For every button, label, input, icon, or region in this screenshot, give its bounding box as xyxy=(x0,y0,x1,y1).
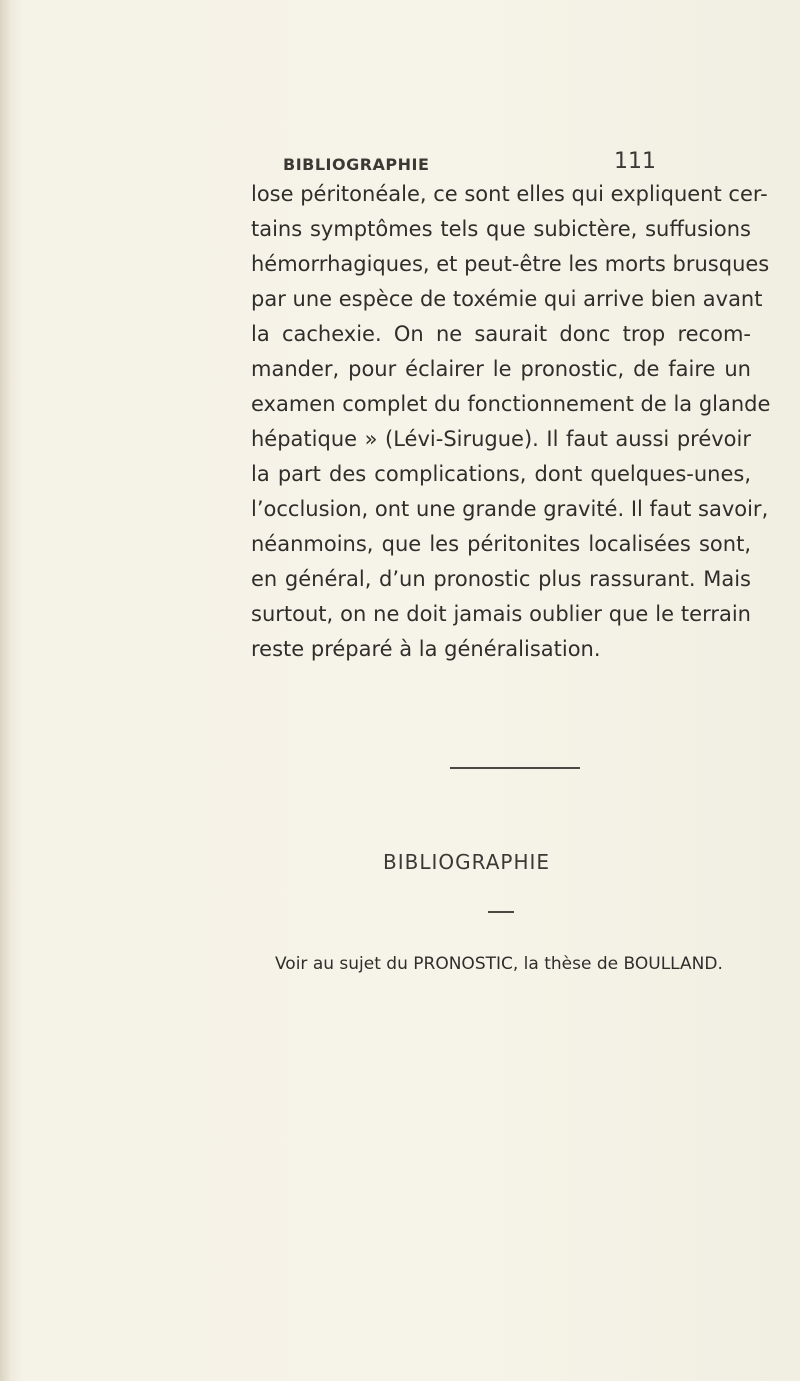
paragraph-line: hépatique » (Lévi-Sirugue). Il faut aussi prévoir xyxy=(251,427,751,451)
section-divider xyxy=(450,767,580,769)
bibliography-reference: Voir au sujet du PRONOSTIC, la thèse de BOULLAND. xyxy=(275,954,723,974)
paragraph-line: reste préparé à la généralisation. xyxy=(251,637,601,661)
title-underline xyxy=(488,911,514,913)
paragraph-line: surtout, on ne doit jamais oublier que le terrain xyxy=(251,602,751,626)
body-paragraph xyxy=(251,177,771,667)
paragraph-line: néanmoins, que les péritonites localisées sont, xyxy=(251,532,751,556)
paragraph-line: hémorrhagiques, et peut-être les morts brusques xyxy=(251,252,770,276)
page-number: 111 xyxy=(614,149,656,174)
running-head: BIBLIOGRAPHIE xyxy=(283,155,430,174)
paragraph-line: examen complet du fonctionnement de la glande xyxy=(251,392,771,416)
paragraph-line: la part des complications, dont quelques-unes, xyxy=(251,462,751,486)
paragraph-line: mander, pour éclairer le pronostic, de faire un xyxy=(251,357,751,381)
paragraph-line: en général, d’un pronostic plus rassurant. Mais xyxy=(251,567,751,591)
paragraph-line: l’occlusion, ont une grande gravité. Il faut savoir, xyxy=(251,497,769,521)
paragraph-line: lose péritonéale, ce sont elles qui expliquent cer- xyxy=(251,182,768,206)
section-title: BIBLIOGRAPHIE xyxy=(383,850,551,874)
paragraph-line: la cachexie. On ne saurait donc trop recom- xyxy=(251,322,751,346)
page-binding-edge xyxy=(0,0,10,1381)
paragraph-line: par une espèce de toxémie qui arrive bien avant xyxy=(251,287,763,311)
paragraph-line: tains symptômes tels que subictère, suffusions xyxy=(251,217,751,241)
